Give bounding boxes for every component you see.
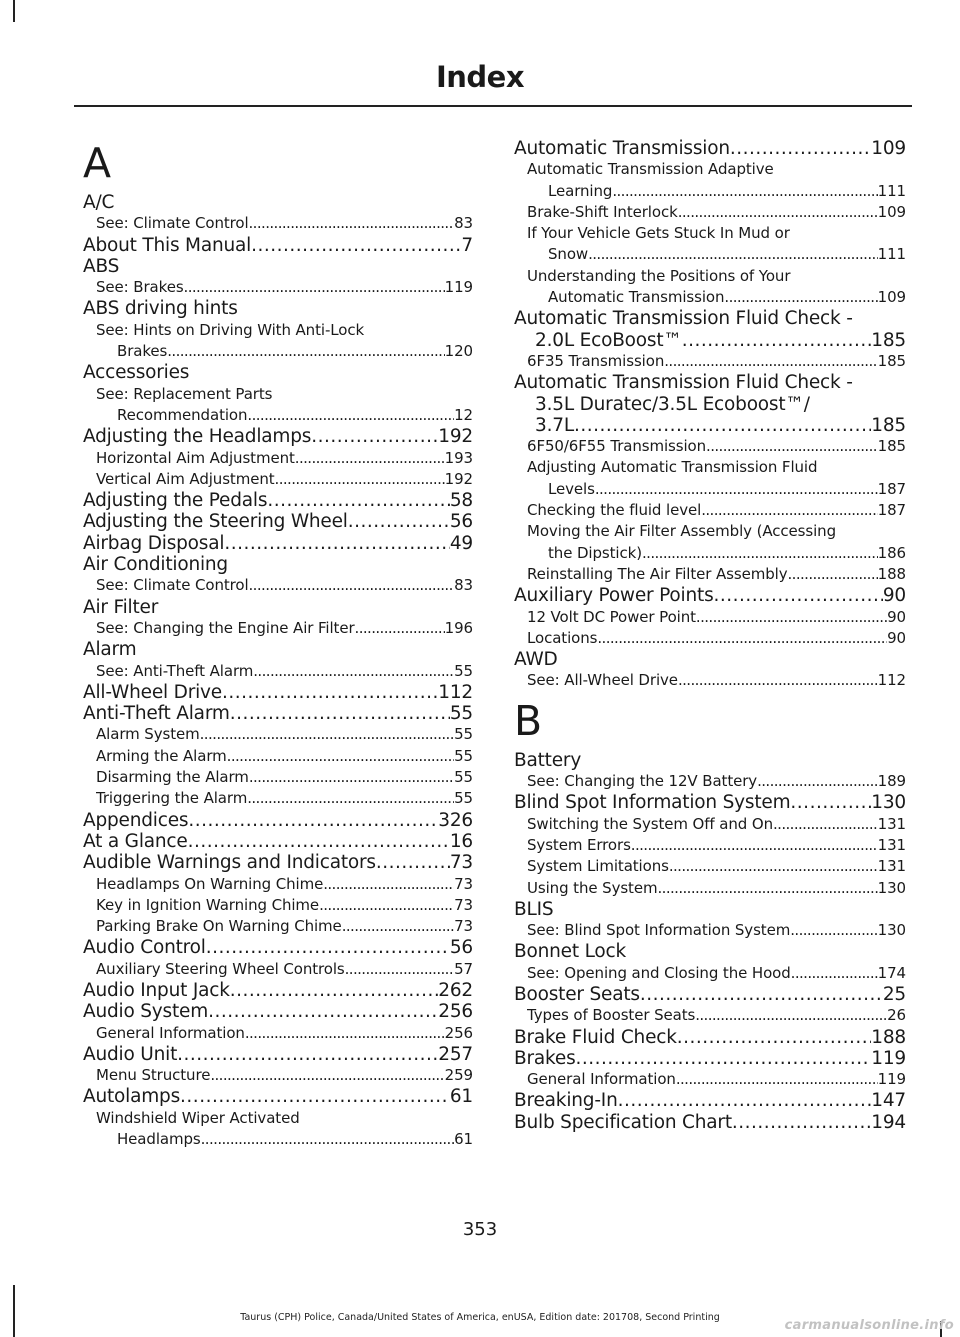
footer-edition-info: Taurus (CPH) Police, Canada/United States of America, enUSA, Edition date: 201708, Second Printing <box>240 1312 720 1323</box>
index-entry-label: Bulb Specification Chart ..... <box>514 1112 871 1133</box>
index-entry-label: Automatic Transmission ..... <box>514 138 871 159</box>
index-subentry-label: Disarming the Alarm ..... <box>96 767 454 788</box>
index-heading: Air Filter <box>83 596 159 618</box>
see-reference-label: See: Changing the 12V Battery ..... <box>527 771 878 792</box>
index-subentry <box>514 266 906 309</box>
index-subentry-page: 192 <box>444 469 473 488</box>
index-column-left <box>83 138 473 1150</box>
index-subentry-label: Parking Brake On Warning Chime ..... <box>96 916 454 937</box>
see-reference <box>83 213 473 234</box>
index-heading: A/C <box>83 192 115 213</box>
index-heading: Alarm <box>83 639 137 661</box>
index-subentry <box>83 895 473 916</box>
see-reference-page: 112 <box>877 671 906 690</box>
see-reference <box>514 963 906 984</box>
index-subentry <box>514 835 906 856</box>
index-entry <box>514 792 906 813</box>
index-subentry-label: Key in Ignition Warning Chime ..... <box>96 895 454 916</box>
index-subentry-page: 90 <box>887 607 906 626</box>
see-reference <box>514 670 906 691</box>
index-entry <box>83 235 473 256</box>
index-entry <box>83 511 473 532</box>
index-entry-label: Audible Warnings and Indicators ..... <box>83 852 450 873</box>
index-entry <box>83 490 473 511</box>
index-entry-page: 56 <box>449 937 473 959</box>
index-entry-label: All-Wheel Drive ..... <box>83 682 438 703</box>
entry-line-1: Moving the Air Filter Assembly (Accessing <box>527 522 836 541</box>
index-entry-page: 90 <box>882 585 906 607</box>
entry-line-last-page: 185 <box>871 329 906 351</box>
index-subentry-page: 73 <box>454 895 473 914</box>
entry-line-2-page: 109 <box>877 288 906 307</box>
index-subentry-page: 55 <box>454 746 473 765</box>
index-heading: ABS <box>83 255 120 277</box>
index-subentry <box>514 159 906 202</box>
see-reference-label: See: All-Wheel Drive ..... <box>527 670 878 691</box>
index-subentry-page: 119 <box>877 1070 906 1089</box>
index-subentry-page: 55 <box>454 725 473 744</box>
index-subentry-label: Alarm System ..... <box>96 724 454 745</box>
entry-line-2-page: 12 <box>454 405 473 424</box>
index-subentry <box>83 724 473 745</box>
see-reference <box>514 771 906 792</box>
index-heading: ABS driving hints <box>83 298 238 320</box>
page-number: 353 <box>462 1219 498 1240</box>
index-entry-label: Auxiliary Power Points ..... <box>514 585 883 606</box>
index-subentry <box>514 500 906 521</box>
section-letter: A <box>83 139 112 187</box>
index-subentry-page: 130 <box>877 878 906 897</box>
index-entry-page: 16 <box>449 830 473 852</box>
index-subentry-label: 6F35 Transmission ..... <box>527 351 878 372</box>
see-reference-label: See: Opening and Closing the Hood ..... <box>527 963 878 984</box>
index-subentry <box>83 1065 473 1086</box>
entry-line-last <box>514 415 906 436</box>
index-subentry <box>514 223 906 266</box>
index-entry <box>514 1048 906 1069</box>
index-subentry <box>514 351 906 372</box>
index-entry <box>514 1090 906 1111</box>
entry-line-2-label: Learning ..... <box>548 181 878 202</box>
index-entry-page: 257 <box>438 1043 473 1065</box>
see-reference-page: 119 <box>444 278 473 297</box>
index-heading: AWD <box>514 649 558 671</box>
index-entry-label: Audio Control ..... <box>83 937 450 958</box>
entry-line-2-page: 187 <box>877 479 906 498</box>
index-subentry-label: Horizontal Aim Adjustment ..... <box>96 448 445 469</box>
index-subentry <box>514 436 906 457</box>
index-subentry-label: Using the System ..... <box>527 878 878 899</box>
index-subentry-page: 259 <box>444 1066 473 1085</box>
index-entry-label: Audio Unit ..... <box>83 1044 438 1065</box>
index-subentry <box>83 767 473 788</box>
index-subentry <box>83 448 473 469</box>
index-entry-label: Audio System ..... <box>83 1001 438 1022</box>
index-entry <box>83 1001 473 1022</box>
watermark: carmanualsonline.info <box>784 1318 954 1333</box>
index-subentry <box>514 564 906 585</box>
index-entry-page: 256 <box>438 1001 473 1023</box>
index-entry <box>83 810 473 831</box>
entry-line-1: Windshield Wiper Activated <box>96 1108 300 1127</box>
entry-line-2 <box>96 1129 473 1150</box>
index-subentry <box>514 628 906 649</box>
index-entry <box>514 138 906 159</box>
index-entry <box>514 1027 906 1048</box>
index-subentry <box>83 874 473 895</box>
index-subentry-page: 90 <box>887 628 906 647</box>
see-reference-page: 83 <box>454 576 473 595</box>
index-subentry <box>514 878 906 899</box>
index-subentry-page: 256 <box>444 1023 473 1042</box>
index-subentry <box>514 814 906 835</box>
index-subentry-page: 187 <box>877 501 906 520</box>
index-subentry-page: 131 <box>877 857 906 876</box>
see-reference <box>83 618 473 639</box>
entry-line-2 <box>527 543 906 564</box>
index-entry-label: Airbag Disposal ..... <box>83 533 450 554</box>
see-reference <box>83 384 473 427</box>
entry-line-last-page: 185 <box>871 414 906 436</box>
index-subentry <box>83 788 473 809</box>
see-reference-label: See: Anti-Theft Alarm ..... <box>96 661 454 682</box>
index-column-right <box>514 138 906 1133</box>
index-entry <box>83 682 473 703</box>
entry-line-2 <box>527 181 906 202</box>
entry-line-1: See: Hints on Driving With Anti-Lock <box>96 320 365 339</box>
index-heading: Bonnet Lock <box>514 941 626 963</box>
index-entry <box>83 937 473 958</box>
index-subentry-label: Brake-Shift Interlock ..... <box>527 202 878 223</box>
index-subentry-label: Types of Booster Seats ..... <box>527 1005 887 1026</box>
entry-line-1: Adjusting Automatic Transmission Fluid <box>527 458 818 477</box>
index-heading: Battery <box>514 749 582 771</box>
index-heading: Accessories <box>83 362 190 384</box>
index-subentry <box>514 1069 906 1090</box>
index-entry-page: 61 <box>449 1086 473 1108</box>
index-entry <box>83 980 473 1001</box>
index-subentry-label: System Errors ..... <box>527 835 878 856</box>
index-subentry-label: Arming the Alarm ..... <box>96 746 454 767</box>
index-entry-page: 192 <box>438 426 473 448</box>
index-subentry-page: 131 <box>877 814 906 833</box>
index-entry-page: 56 <box>449 511 473 533</box>
index-entry-page: 130 <box>871 792 906 814</box>
index-entry-label: Booster Seats ..... <box>514 984 883 1005</box>
index-subentry-page: 55 <box>454 789 473 808</box>
index-entry-page: 73 <box>449 852 473 874</box>
index-entry-page: 55 <box>449 703 473 725</box>
index-entry-page: 147 <box>871 1090 906 1112</box>
index-subentry-label: Reinstalling The Air Filter Assembly ..... <box>527 564 878 585</box>
see-reference-label: See: Blind Spot Information System ..... <box>527 920 878 941</box>
entry-line-2-label: Recommendation ..... <box>117 405 454 426</box>
index-subentry-page: 55 <box>454 768 473 787</box>
see-reference-page: 174 <box>877 963 906 982</box>
index-heading: Air Conditioning <box>83 554 228 576</box>
index-subentry-label: General Information ..... <box>96 1023 445 1044</box>
index-subentry-page: 185 <box>877 351 906 370</box>
see-reference-label: See: Climate Control ..... <box>96 213 454 234</box>
entry-line-2-label: the Dipstick) ..... <box>548 543 878 564</box>
see-reference-page: 83 <box>454 214 473 233</box>
index-entry <box>83 852 473 873</box>
index-subentry-page: 131 <box>877 835 906 854</box>
index-entry-page: 49 <box>449 532 473 554</box>
entry-line-1: Understanding the Positions of Your <box>527 266 791 285</box>
index-entry-page: 194 <box>871 1111 906 1133</box>
index-entry <box>514 372 906 436</box>
entry-line-2-page: 111 <box>877 245 906 264</box>
index-subentry-label: Checking the fluid level ..... <box>527 500 878 521</box>
section-letter: B <box>514 696 543 745</box>
index-subentry-label: Vertical Aim Adjustment ..... <box>96 469 445 490</box>
index-entry-label: At a Glance ..... <box>83 831 450 852</box>
entry-line-2 <box>527 244 906 265</box>
see-reference-page: 189 <box>877 772 906 791</box>
index-entry-label: About This Manual ..... <box>83 235 461 256</box>
entry-line-2-label: Headlamps ..... <box>117 1129 454 1150</box>
index-subentry <box>514 1005 906 1026</box>
entry-line-2 <box>96 341 473 362</box>
entry-line-1: Automatic Transmission Fluid Check - <box>514 308 853 330</box>
index-subentry-page: 185 <box>877 437 906 456</box>
entry-line-1: Automatic Transmission Fluid Check - <box>514 372 853 394</box>
index-entry <box>83 1086 473 1107</box>
index-entry-label: Adjusting the Headlamps ..... <box>83 426 438 447</box>
index-subentry <box>83 1108 473 1151</box>
entry-line-2-label: Snow ..... <box>548 244 878 265</box>
index-entry-page: 25 <box>882 983 906 1005</box>
index-entry-label: Adjusting the Pedals ..... <box>83 490 450 511</box>
index-subentry-page: 57 <box>454 959 473 978</box>
see-reference-label: See: Climate Control ..... <box>96 575 454 596</box>
index-entry <box>83 533 473 554</box>
index-entry-label: Adjusting the Steering Wheel ..... <box>83 511 450 532</box>
index-subentry-page: 26 <box>887 1006 906 1025</box>
index-subentry-label: Auxiliary Steering Wheel Controls ..... <box>96 959 454 980</box>
see-reference <box>83 661 473 682</box>
entry-line-2-page: 111 <box>877 181 906 200</box>
index-entry-label: Autolamps ..... <box>83 1086 450 1107</box>
index-entry-label: Appendices ..... <box>83 810 438 831</box>
index-subentry <box>514 856 906 877</box>
index-subentry-page: 109 <box>877 202 906 221</box>
index-subentry <box>514 457 906 500</box>
index-subentry-page: 193 <box>444 448 473 467</box>
index-entry-page: 119 <box>871 1047 906 1069</box>
entry-line-2-page: 186 <box>877 543 906 562</box>
index-subentry-label: Locations ..... <box>527 628 887 649</box>
title-divider <box>74 105 912 107</box>
index-subentry <box>514 521 906 564</box>
index-subentry <box>514 202 906 223</box>
index-entry-label: Brakes ..... <box>514 1048 871 1069</box>
entry-line-2 <box>527 479 906 500</box>
index-subentry <box>83 1023 473 1044</box>
see-reference <box>83 575 473 596</box>
see-reference <box>83 277 473 298</box>
index-entry <box>83 1044 473 1065</box>
index-entry-label: Breaking-In ..... <box>514 1090 871 1111</box>
index-subentry-label: Menu Structure ..... <box>96 1065 445 1086</box>
index-subentry-page: 188 <box>877 564 906 583</box>
index-entry-page: 262 <box>438 979 473 1001</box>
index-entry-label: Audio Input Jack ..... <box>83 980 438 1001</box>
index-entry <box>83 703 473 724</box>
index-subentry <box>83 959 473 980</box>
index-entry-page: 58 <box>449 490 473 512</box>
index-subentry <box>83 916 473 937</box>
entry-line-2: 3.5L Duratec/3.5L Ecoboost™/ <box>535 393 810 415</box>
entry-line-2-label: Brakes ..... <box>117 341 445 362</box>
entry-line-2-page: 61 <box>454 1130 473 1149</box>
entry-line-last <box>514 330 906 351</box>
crop-mark-bottom-left <box>13 1285 15 1337</box>
entry-line-2 <box>527 287 906 308</box>
index-entry-page: 109 <box>871 138 906 159</box>
see-reference <box>514 920 906 941</box>
index-subentry <box>83 469 473 490</box>
entry-line-last-label: 2.0L EcoBoost™ ..... <box>535 330 871 351</box>
see-reference-label: See: Brakes ..... <box>96 277 445 298</box>
index-subentry-label: 12 Volt DC Power Point ..... <box>527 607 887 628</box>
entry-line-2 <box>96 405 473 426</box>
index-subentry-page: 73 <box>454 874 473 893</box>
index-entry-page: 112 <box>438 681 473 703</box>
index-entry-label: Brake Fluid Check ..... <box>514 1027 871 1048</box>
see-reference-page: 130 <box>877 921 906 940</box>
index-heading: BLIS <box>514 898 554 920</box>
entry-line-1: See: Replacement Parts <box>96 384 273 403</box>
index-entry <box>514 984 906 1005</box>
index-entry-page: 7 <box>461 234 473 256</box>
index-subentry <box>514 607 906 628</box>
index-subentry <box>83 746 473 767</box>
entry-line-2-label: Automatic Transmission ..... <box>548 287 878 308</box>
see-reference-label: See: Changing the Engine Air Filter ..... <box>96 618 445 639</box>
index-subentry-label: System Limitations ..... <box>527 856 878 877</box>
index-subentry-page: 73 <box>454 917 473 936</box>
entry-line-2-page: 120 <box>444 342 473 361</box>
index-entry <box>514 1112 906 1133</box>
index-subentry-label: Headlamps On Warning Chime ..... <box>96 874 454 895</box>
index-entry-label: Blind Spot Information System ..... <box>514 792 871 813</box>
entry-line-2-label: Levels ..... <box>548 479 878 500</box>
index-entry <box>514 585 906 606</box>
index-subentry-label: 6F50/6F55 Transmission ..... <box>527 436 878 457</box>
index-entry-page: 326 <box>438 809 473 831</box>
index-subentry-label: General Information ..... <box>527 1069 878 1090</box>
index-entry <box>514 308 906 351</box>
entry-line-last-label: 3.7L ..... <box>535 415 871 436</box>
entry-line-1: If Your Vehicle Gets Stuck In Mud or <box>527 224 790 243</box>
index-entry <box>83 831 473 852</box>
see-reference <box>83 320 473 363</box>
index-entry-page: 188 <box>871 1026 906 1048</box>
index-subentry-label: Switching the System Off and On ..... <box>527 814 878 835</box>
index-subentry-label: Triggering the Alarm ..... <box>96 788 454 809</box>
see-reference-page: 196 <box>444 618 473 637</box>
index-entry <box>83 426 473 447</box>
index-entry-label: Anti-Theft Alarm ..... <box>83 703 450 724</box>
page-title: Index <box>435 60 525 94</box>
see-reference-page: 55 <box>454 661 473 680</box>
entry-line-1: Automatic Transmission Adaptive <box>527 160 774 179</box>
crop-mark-top-left <box>13 0 15 22</box>
